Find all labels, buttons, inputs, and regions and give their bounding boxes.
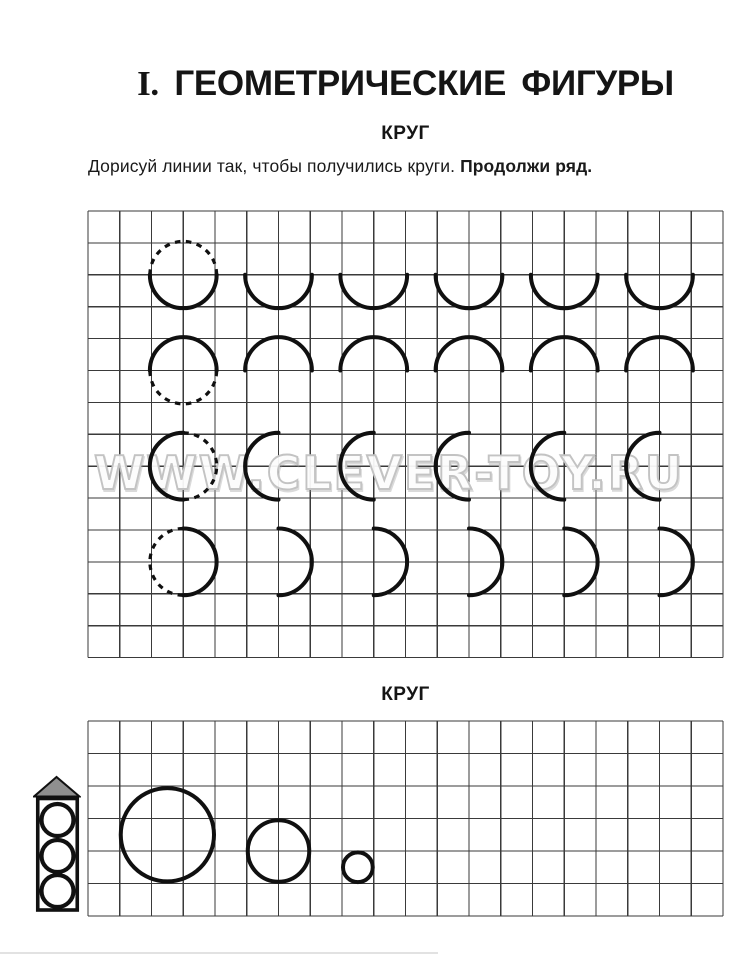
traffic-light-lamp	[42, 840, 74, 872]
instruction-bold: Продолжи ряд.	[460, 156, 593, 176]
traffic-light-lamp	[42, 875, 74, 907]
sample-circle	[343, 852, 373, 882]
scan-artifact-line	[0, 952, 438, 954]
traffic-light-lamp	[42, 804, 74, 836]
traffic-light-icon	[33, 775, 81, 913]
page-title	[88, 64, 723, 104]
section-heading-circle-1: КРУГ	[381, 123, 430, 144]
practice-grid-1	[86, 209, 725, 660]
traffic-light-roof	[34, 777, 80, 797]
practice-grid-2	[86, 719, 725, 918]
grid-lines	[88, 721, 723, 916]
circle-shapes	[150, 241, 693, 595]
section-heading-circle-2: КРУГ	[381, 684, 430, 705]
instruction-normal: Дорисуй линии так, чтобы получились круги.	[88, 156, 461, 176]
instruction-text	[88, 156, 592, 177]
sample-circle	[121, 788, 214, 881]
watermark-text: WWW.CLEVER-TOY.RU	[94, 445, 684, 500]
page-title-numeral: I.	[137, 64, 159, 103]
page-title-text: ГЕОМЕТРИЧЕСКИЕ ФИГУРЫ	[174, 64, 674, 103]
